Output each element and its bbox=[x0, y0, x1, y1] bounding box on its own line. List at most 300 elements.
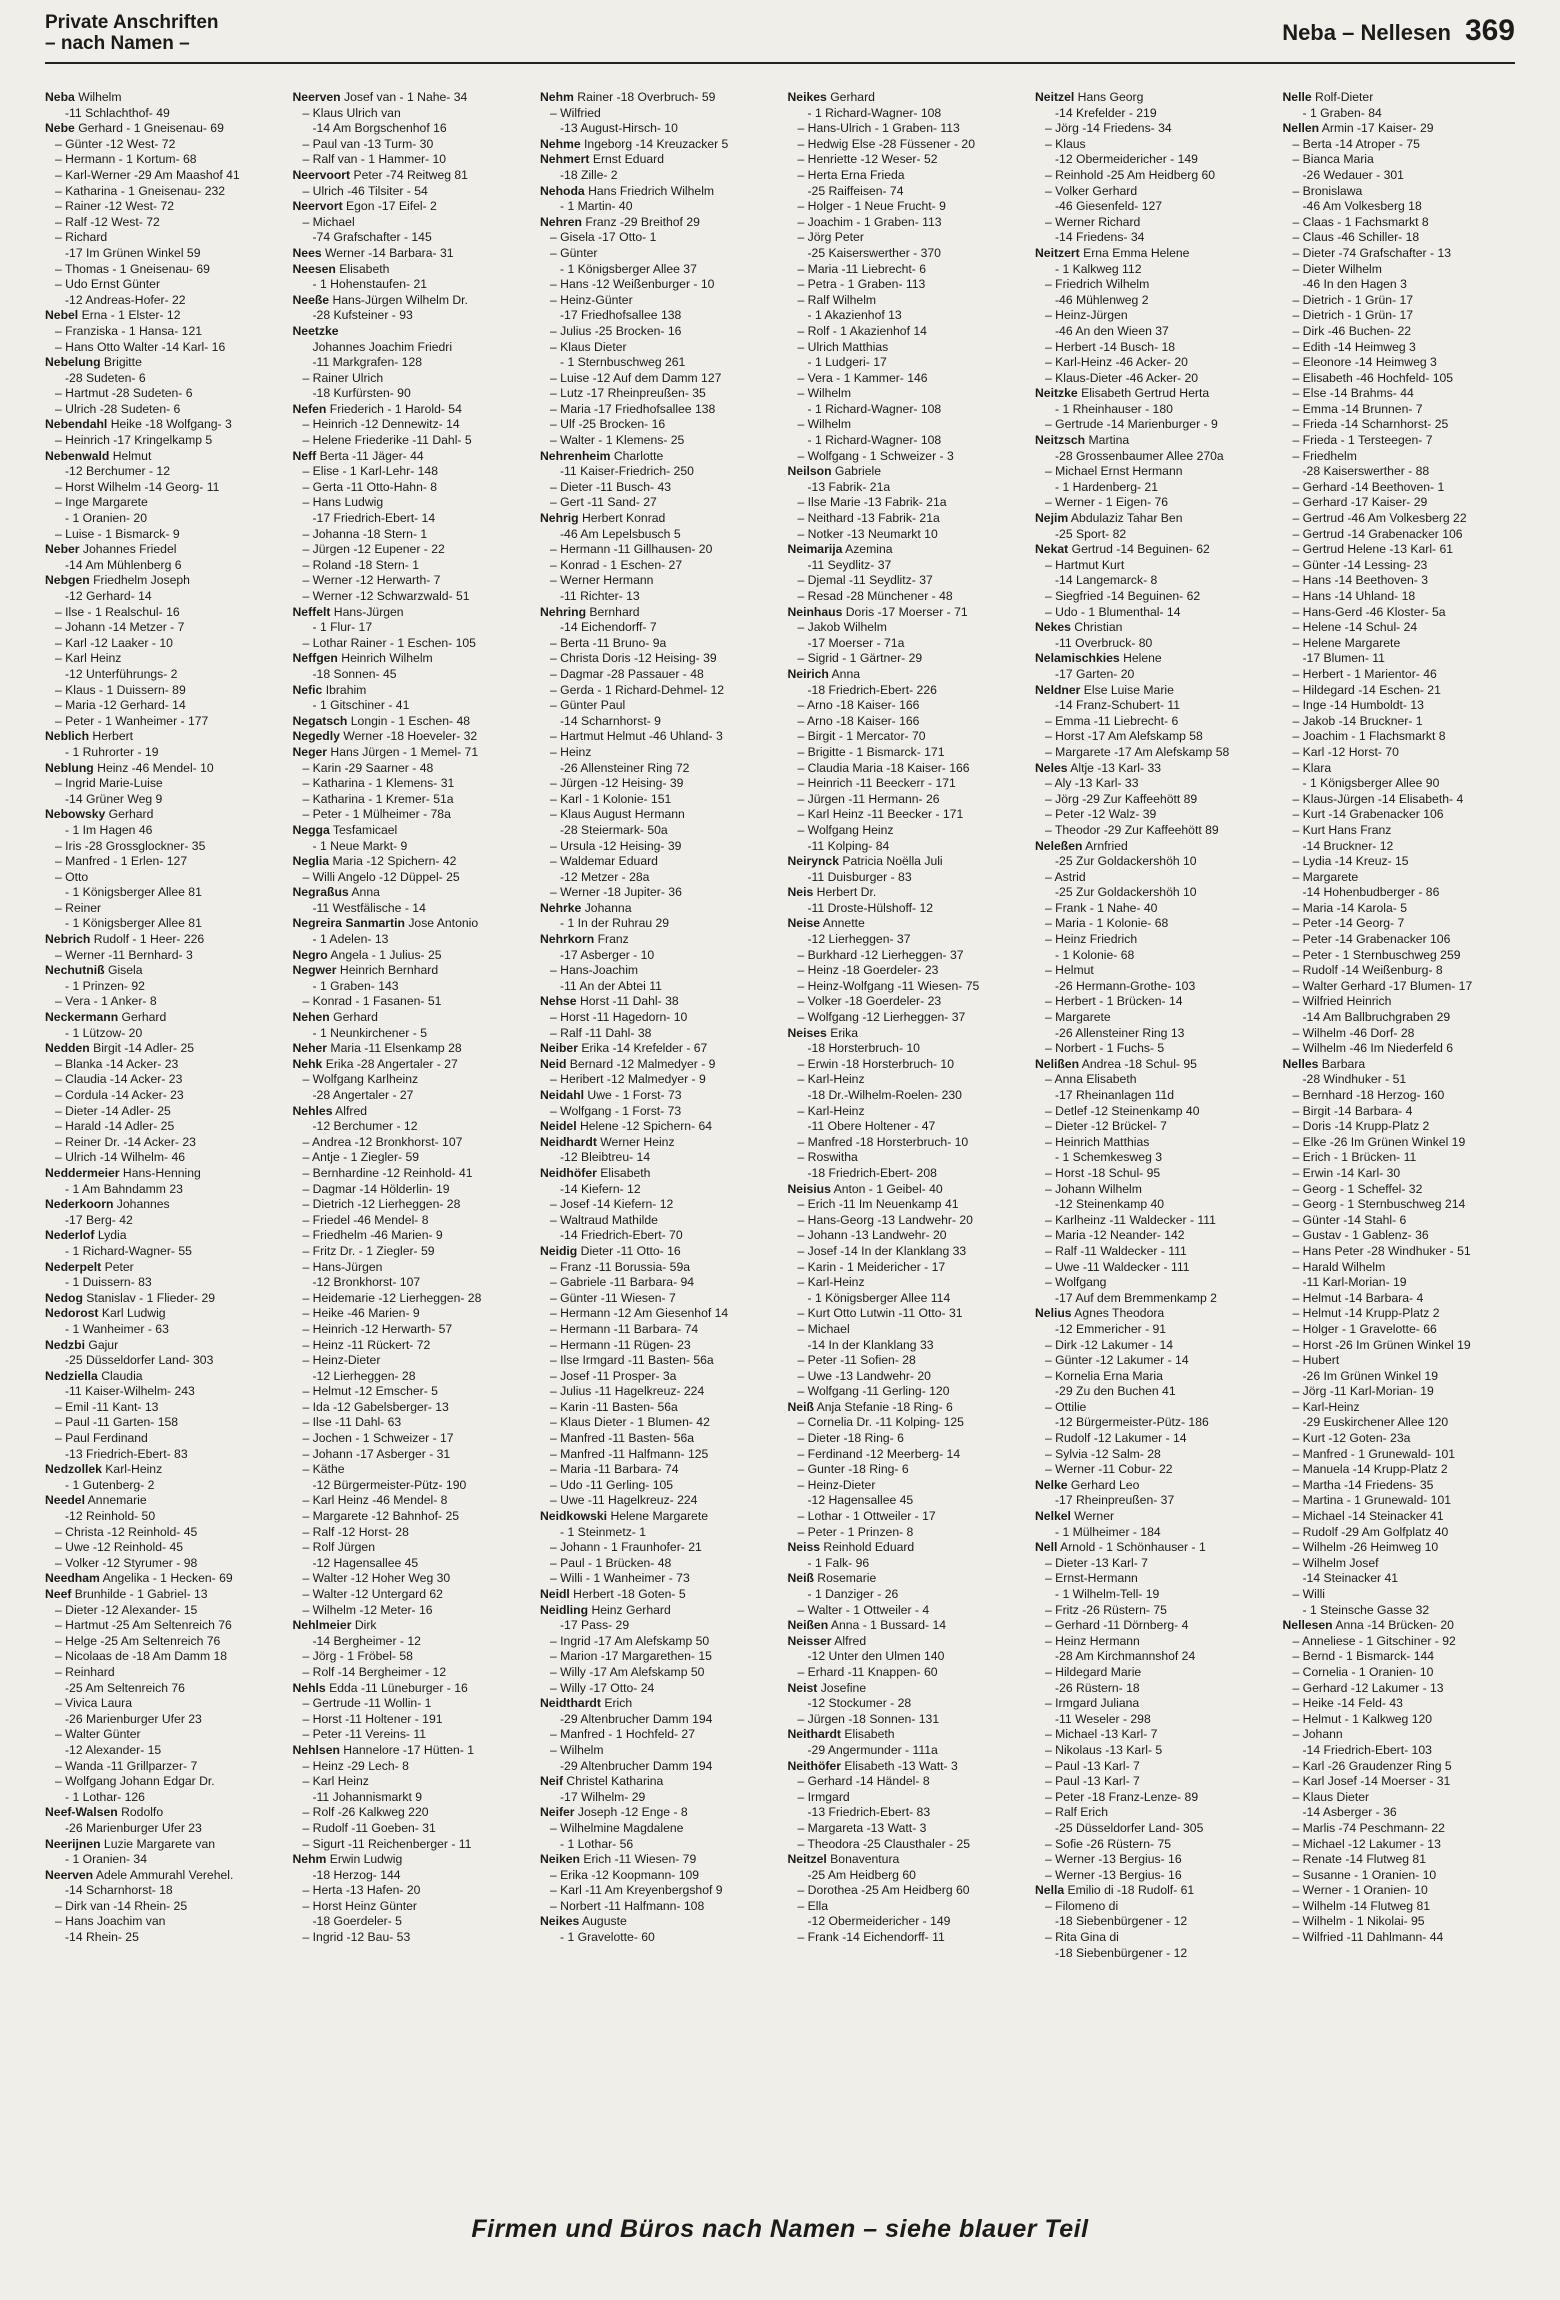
directory-entry bbox=[45, 1244, 283, 1260]
directory-entry bbox=[540, 963, 778, 979]
entry-details: Erika bbox=[826, 1025, 858, 1040]
directory-entry bbox=[1283, 527, 1521, 543]
entry-details: - 1 Gravelotte- 60 bbox=[560, 1930, 655, 1945]
directory-entry bbox=[293, 1649, 531, 1665]
entry-details: – Claas - 1 Fachsmarkt 8 bbox=[1292, 214, 1429, 229]
directory-entry bbox=[788, 1899, 1026, 1915]
entry-details: – Rolf - 1 Akazienhof 14 bbox=[797, 323, 927, 338]
page-header bbox=[45, 8, 1515, 60]
directory-entry bbox=[1035, 1104, 1273, 1120]
directory-entry bbox=[293, 137, 531, 153]
directory-entry bbox=[1035, 1696, 1273, 1712]
directory-entry bbox=[1283, 573, 1521, 589]
surname: Neblung bbox=[45, 760, 94, 775]
directory-entry bbox=[45, 1041, 283, 1057]
directory-entry bbox=[1035, 106, 1273, 122]
directory-entry bbox=[1035, 90, 1273, 106]
directory-entry bbox=[45, 605, 283, 621]
directory-entry bbox=[45, 402, 283, 418]
entry-details: -14 Franz-Schubert- 11 bbox=[1055, 698, 1181, 713]
directory-entry bbox=[1283, 495, 1521, 511]
directory-entry bbox=[788, 792, 1026, 808]
directory-entry bbox=[1283, 870, 1521, 886]
directory-entry bbox=[1035, 480, 1273, 496]
entry-details: Werner Heinz bbox=[596, 1134, 675, 1149]
entry-details: – Elisabeth -46 Hochfeld- 105 bbox=[1292, 370, 1454, 385]
entry-details: Hans-Henning bbox=[119, 1165, 201, 1180]
directory-entry bbox=[540, 1759, 778, 1775]
surname: Neis bbox=[787, 885, 814, 900]
entry-details: – Burkhard -12 Lierheggen- 37 bbox=[797, 947, 964, 962]
entry-details: – Wolfgang -12 Lierheggen- 37 bbox=[797, 1010, 966, 1025]
surname: Nehoda bbox=[540, 183, 585, 198]
directory-entry bbox=[540, 651, 778, 667]
directory-entry bbox=[540, 1244, 778, 1260]
directory-entry bbox=[293, 1088, 531, 1104]
entry-details: -12 Hagensallee 45 bbox=[807, 1493, 914, 1508]
entry-details: – Edith -14 Heimweg 3 bbox=[1292, 339, 1416, 354]
directory-entry bbox=[540, 137, 778, 153]
entry-details: – Werner Richard bbox=[1045, 214, 1141, 229]
entry-details: -14 Friedens- 34 bbox=[1055, 230, 1145, 245]
entry-details: - 1 Ruhrorter - 19 bbox=[65, 744, 159, 759]
entry-details: -14 Friedrich-Ebert- 103 bbox=[1302, 1742, 1432, 1757]
entry-details: Elisabeth bbox=[841, 1727, 895, 1742]
directory-entry bbox=[45, 1540, 283, 1556]
directory-entry bbox=[1035, 573, 1273, 589]
surname: Neinhaus bbox=[787, 604, 843, 619]
directory-entry bbox=[1035, 386, 1273, 402]
entry-details: – Michael bbox=[302, 214, 355, 229]
directory-entry bbox=[1283, 1883, 1521, 1899]
directory-entry bbox=[1035, 1540, 1273, 1556]
entry-details: – Karl Josef -14 Moerser - 31 bbox=[1292, 1774, 1451, 1789]
page-range bbox=[1282, 14, 1515, 48]
surname: Neerijnen bbox=[45, 1836, 101, 1851]
directory-entry bbox=[1283, 979, 1521, 995]
directory-entry bbox=[293, 1493, 531, 1509]
entry-details: – Doris -14 Krupp-Platz 2 bbox=[1292, 1119, 1430, 1134]
entry-details: – Jürgen -11 Hermann- 26 bbox=[797, 791, 940, 806]
entry-details: – Horst Heinz Günter bbox=[302, 1898, 417, 1913]
entry-details: – Karl -26 Graudenzer Ring 5 bbox=[1292, 1758, 1452, 1773]
entry-details: -11 Westfälische - 14 bbox=[312, 900, 426, 915]
surname: Neddermeier bbox=[45, 1165, 120, 1180]
entry-details: Gisela bbox=[104, 963, 143, 978]
directory-entry bbox=[293, 1119, 531, 1135]
directory-entry bbox=[788, 1805, 1026, 1821]
entry-details: – Ernst-Hermann bbox=[1045, 1571, 1138, 1586]
directory-entry bbox=[540, 589, 778, 605]
surname: Nehen bbox=[292, 1010, 330, 1025]
entry-details: – Günter -11 Wiesen- 7 bbox=[550, 1290, 676, 1305]
directory-entry bbox=[1035, 1415, 1273, 1431]
directory-entry bbox=[293, 620, 531, 636]
entry-details: – Gerhard -14 Beethoven- 1 bbox=[1292, 479, 1445, 494]
directory-entry bbox=[788, 324, 1026, 340]
directory-entry bbox=[1035, 1306, 1273, 1322]
entry-details: – Klaus Dieter - 1 Blumen- 42 bbox=[550, 1415, 710, 1430]
directory-entry bbox=[45, 121, 283, 137]
entry-details: – Ulf -25 Brocken- 16 bbox=[550, 417, 666, 432]
surname: Neisius bbox=[787, 1181, 831, 1196]
entry-details: -12 Berchumer - 12 bbox=[312, 1119, 418, 1134]
entry-details: – Fritz -26 Rüstern- 75 bbox=[1045, 1602, 1167, 1617]
entry-details: -12 Bürgermeister-Pütz- 190 bbox=[312, 1477, 467, 1492]
entry-details: – Norbert -11 Halfmann- 108 bbox=[550, 1898, 705, 1913]
directory-entry bbox=[293, 1883, 531, 1899]
directory-entry bbox=[1035, 1478, 1273, 1494]
directory-entry bbox=[45, 1260, 283, 1276]
entry-details: Horst -11 Dahl- 38 bbox=[576, 994, 679, 1009]
entry-details: -26 Marienburger Ufer 23 bbox=[65, 1820, 202, 1835]
entry-details: – Walter Günter bbox=[55, 1727, 141, 1742]
entry-details: – Notker -13 Neumarkt 10 bbox=[797, 526, 938, 541]
entry-details: – Gertrude -11 Wollin- 1 bbox=[302, 1696, 432, 1711]
directory-entry bbox=[45, 1603, 283, 1619]
directory-entry bbox=[1283, 1790, 1521, 1806]
entry-details: Stanislav - 1 Flieder- 29 bbox=[82, 1290, 216, 1305]
entry-details: – Bernd - 1 Bismarck- 144 bbox=[1292, 1649, 1435, 1664]
directory-entry bbox=[45, 1774, 283, 1790]
directory-entry bbox=[540, 1057, 778, 1073]
entry-details: – Fritz Dr. - 1 Ziegler- 59 bbox=[302, 1243, 435, 1258]
directory-entry bbox=[540, 1322, 778, 1338]
directory-entry bbox=[1283, 1275, 1521, 1291]
directory-entry bbox=[1035, 1088, 1273, 1104]
entry-details: – Dieter -74 Grafschafter - 13 bbox=[1292, 245, 1452, 260]
directory-entry bbox=[540, 667, 778, 683]
surname: Neidel bbox=[540, 1119, 577, 1134]
entry-details: – Peter -18 Franz-Lenze- 89 bbox=[1045, 1789, 1199, 1804]
entry-details: – Michael -14 Steinacker 41 bbox=[1292, 1509, 1444, 1524]
entry-details: -11 Duisburger - 83 bbox=[807, 869, 912, 884]
surname: Nees bbox=[292, 245, 322, 260]
directory-entry bbox=[1283, 1306, 1521, 1322]
directory-entry bbox=[1035, 1587, 1273, 1603]
directory-entry bbox=[45, 308, 283, 324]
entry-details: Heinz Gerhard bbox=[588, 1602, 671, 1617]
directory-entry bbox=[1283, 308, 1521, 324]
directory-entry bbox=[540, 1603, 778, 1619]
entry-details: – Werner -13 Bergius- 16 bbox=[1045, 1852, 1182, 1867]
directory-entry bbox=[293, 1712, 531, 1728]
directory-entry bbox=[540, 1618, 778, 1634]
directory-entry bbox=[45, 1026, 283, 1042]
entry-details: – Else -14 Brahms- 44 bbox=[1292, 386, 1414, 401]
directory-entry bbox=[1035, 1119, 1273, 1135]
directory-entry bbox=[293, 1166, 531, 1182]
directory-entry bbox=[293, 573, 531, 589]
entry-details: Franz -29 Breithof 29 bbox=[582, 214, 700, 229]
directory-entry bbox=[540, 1649, 778, 1665]
surname: Neisser bbox=[787, 1633, 832, 1648]
directory-entry bbox=[788, 1057, 1026, 1073]
directory-entry bbox=[540, 948, 778, 964]
directory-entry bbox=[1035, 823, 1273, 839]
entry-details: Herbert bbox=[89, 729, 134, 744]
surname: Neif bbox=[540, 1774, 564, 1789]
entry-details: -17 Wilhelm- 29 bbox=[560, 1789, 646, 1804]
directory-entry bbox=[788, 854, 1026, 870]
directory-entry bbox=[540, 1228, 778, 1244]
directory-entry bbox=[1283, 168, 1521, 184]
entry-details: - 1 Wilhelm-Tell- 19 bbox=[1055, 1587, 1160, 1601]
entry-details: Heike -18 Wolfgang- 3 bbox=[107, 417, 232, 432]
directory-entry bbox=[293, 90, 531, 106]
entry-details: – Johann -14 Metzer - 7 bbox=[55, 620, 185, 635]
directory-entry bbox=[293, 636, 531, 652]
entry-details: – Irmgard bbox=[797, 1789, 850, 1804]
directory-entry bbox=[45, 340, 283, 356]
entry-details: -25 Düsseldorfer Land- 303 bbox=[65, 1353, 214, 1368]
directory-entry bbox=[1283, 417, 1521, 433]
directory-entry bbox=[293, 1010, 531, 1026]
entry-details: – Julius -11 Hagelkreuz- 224 bbox=[550, 1384, 705, 1399]
directory-entry bbox=[45, 761, 283, 777]
directory-entry bbox=[540, 1182, 778, 1198]
entry-details: – Hans-Gerd -46 Kloster- 5a bbox=[1292, 604, 1446, 619]
directory-entry bbox=[540, 262, 778, 278]
entry-details: – Werner -12 Herwarth- 7 bbox=[302, 573, 441, 588]
directory-entry bbox=[45, 184, 283, 200]
surname: Nebe bbox=[45, 121, 75, 136]
entry-details: – Paul Ferdinand bbox=[55, 1431, 148, 1446]
entry-details: – Peter - 1 Sternbuschweg 259 bbox=[1292, 947, 1461, 962]
directory-entry bbox=[45, 1525, 283, 1541]
directory-entry bbox=[788, 1041, 1026, 1057]
entry-details: Rodolfo bbox=[117, 1805, 164, 1820]
directory-entry bbox=[788, 90, 1026, 106]
directory-entry bbox=[540, 230, 778, 246]
surname: Nehrkorn bbox=[540, 932, 595, 947]
surname: Neidl bbox=[540, 1587, 570, 1601]
entry-details: - 1 Rheinhauser - 180 bbox=[1055, 401, 1173, 416]
surname: Negreira Sanmartin bbox=[292, 916, 405, 931]
entry-details: Rosemarie bbox=[813, 1571, 877, 1586]
directory-entry bbox=[788, 1182, 1026, 1198]
entry-details: Tesfamicael bbox=[329, 822, 398, 837]
surname: Neidig bbox=[540, 1243, 578, 1258]
entry-details: Gerhard bbox=[105, 807, 154, 822]
directory-entry bbox=[293, 340, 531, 356]
surname: Neidahl bbox=[540, 1088, 585, 1102]
directory-entry bbox=[1035, 761, 1273, 777]
entry-details: – Dirk -46 Buchen- 22 bbox=[1292, 323, 1412, 338]
directory-entry bbox=[45, 1712, 283, 1728]
entry-details: – Heinz -29 Lech- 8 bbox=[302, 1758, 409, 1773]
entry-details: - 1 Akazienhof 13 bbox=[807, 308, 902, 323]
surname: Nehls bbox=[292, 1680, 326, 1695]
entry-details: – Manfred -11 Basten- 56a bbox=[550, 1431, 695, 1446]
entry-details: Erich bbox=[600, 1696, 633, 1711]
entry-details: -14 Kiefern- 12 bbox=[560, 1181, 641, 1196]
directory-entry bbox=[1035, 1166, 1273, 1182]
directory-entry bbox=[1283, 558, 1521, 574]
directory-entry bbox=[1283, 605, 1521, 621]
entry-details: Helmut bbox=[109, 448, 152, 463]
entry-details: Gerhard bbox=[329, 1010, 378, 1025]
entry-details: -17 Friedrich-Ebert- 14 bbox=[312, 511, 436, 526]
entry-details: – Hermann - 1 Kortum- 68 bbox=[55, 152, 197, 167]
directory-entry bbox=[540, 464, 778, 480]
entry-details: – Ilse -11 Dahl- 63 bbox=[302, 1415, 402, 1430]
directory-entry bbox=[45, 1447, 283, 1463]
directory-entry bbox=[788, 1727, 1026, 1743]
directory-entry bbox=[788, 1026, 1026, 1042]
surname: Nehrenheim bbox=[540, 448, 611, 463]
directory-entry bbox=[1283, 729, 1521, 745]
entry-details: -29 Angermunder - 111a bbox=[807, 1742, 938, 1757]
entry-details: Bonaventura bbox=[826, 1852, 900, 1867]
entry-details: – Rainer Ulrich bbox=[302, 370, 384, 385]
surname: Nebenwald bbox=[45, 448, 110, 463]
entry-details: -28 Am Kirchmannshof 24 bbox=[1055, 1649, 1196, 1664]
entry-details: – Udo Ernst Günter bbox=[55, 277, 160, 292]
directory-entry bbox=[1035, 1369, 1273, 1385]
surname: Neef-Walsen bbox=[45, 1805, 118, 1820]
directory-entry bbox=[788, 402, 1026, 418]
surname: Neises bbox=[787, 1025, 827, 1040]
directory-entry bbox=[788, 1244, 1026, 1260]
entry-details: -14 Langemarck- 8 bbox=[1055, 573, 1158, 588]
entry-details: – Uwe -13 Landwehr- 20 bbox=[797, 1368, 931, 1383]
entry-details: – Reinhard bbox=[55, 1664, 115, 1679]
entry-details: – Petra - 1 Graben- 113 bbox=[797, 277, 926, 292]
entry-details: – Ingrid -12 Bau- 53 bbox=[302, 1930, 411, 1945]
entry-details: -11 Kaiser-Friedrich- 250 bbox=[560, 464, 694, 479]
entry-details: – Elise - 1 Karl-Lehr- 148 bbox=[302, 464, 438, 479]
entry-details: -17 Rheinpreußen- 37 bbox=[1055, 1493, 1175, 1508]
directory-entry bbox=[293, 1244, 531, 1260]
directory-entry bbox=[788, 1493, 1026, 1509]
directory-column-4 bbox=[788, 90, 1026, 2190]
surname: Nedden bbox=[45, 1041, 90, 1056]
directory-entry bbox=[540, 1587, 778, 1603]
entry-details: Hans Jürgen - 1 Memel- 71 bbox=[327, 744, 479, 759]
entry-details: -18 Herzog- 144 bbox=[312, 1867, 401, 1882]
surname: Neervort bbox=[292, 199, 343, 214]
entry-details: – Wilhelm bbox=[797, 417, 851, 432]
directory-entry bbox=[540, 792, 778, 808]
directory-entry bbox=[540, 511, 778, 527]
surname: Neleßen bbox=[1035, 838, 1083, 853]
surname: Nedorost bbox=[45, 1306, 99, 1321]
surname: Neetzke bbox=[292, 323, 339, 338]
directory-entry bbox=[45, 1571, 283, 1587]
directory-entry bbox=[788, 589, 1026, 605]
entry-details: - 1 Steinmetz- 1 bbox=[560, 1524, 647, 1539]
directory-entry bbox=[1035, 1010, 1273, 1026]
directory-entry bbox=[540, 683, 778, 699]
directory-entry bbox=[293, 199, 531, 215]
entry-details: Johannes Joachim Friedri bbox=[312, 339, 453, 354]
directory-entry bbox=[45, 1150, 283, 1166]
entry-details: - 1 Sternbuschweg 261 bbox=[560, 355, 686, 370]
entry-details: – Wolfgang -11 Gerling- 120 bbox=[797, 1384, 950, 1399]
entry-details: Elisabeth bbox=[335, 261, 390, 276]
directory-entry bbox=[1035, 605, 1273, 621]
directory-entry bbox=[1283, 1010, 1521, 1026]
directory-entry bbox=[1283, 1540, 1521, 1556]
surname: Neldner bbox=[1035, 682, 1081, 697]
directory-entry bbox=[1035, 1447, 1273, 1463]
entry-details: Helene -12 Spichern- 64 bbox=[576, 1119, 713, 1134]
directory-entry bbox=[1035, 1431, 1273, 1447]
directory-entry bbox=[540, 1774, 778, 1790]
directory-entry bbox=[788, 215, 1026, 231]
entry-details: – Cornelia Dr. -11 Kolping- 125 bbox=[797, 1415, 964, 1430]
directory-entry bbox=[45, 449, 283, 465]
entry-details: -18 Dr.-Wilhelm-Roelen- 230 bbox=[807, 1088, 962, 1102]
surname: Nederpelt bbox=[45, 1259, 102, 1274]
directory-entry bbox=[45, 839, 283, 855]
directory-entry bbox=[293, 1634, 531, 1650]
entry-details: – Erwin -14 Karl- 30 bbox=[1292, 1165, 1401, 1180]
entry-details: – Arno -18 Kaiser- 166 bbox=[797, 713, 920, 728]
entry-details: -17 Berg- 42 bbox=[65, 1212, 133, 1227]
entry-details: – Manfred -11 Halfmann- 125 bbox=[550, 1446, 709, 1461]
surname: Neiber bbox=[540, 1041, 578, 1056]
directory-entry bbox=[1035, 1260, 1273, 1276]
entry-details: – Jakob -14 Bruckner- 1 bbox=[1292, 713, 1423, 728]
directory-entry bbox=[293, 1759, 531, 1775]
entry-details: – Hans -14 Uhland- 18 bbox=[1292, 589, 1416, 603]
directory-entry bbox=[293, 1135, 531, 1151]
directory-entry bbox=[45, 371, 283, 387]
entry-details: Barbara bbox=[1318, 1056, 1366, 1071]
entry-details: – Ralf van - 1 Hammer- 10 bbox=[302, 152, 447, 167]
entry-details: – Claus -46 Schiller- 18 bbox=[1292, 230, 1420, 245]
directory-entry bbox=[788, 1743, 1026, 1759]
entry-details: – Karlheinz -11 Waldecker - 111 bbox=[1045, 1212, 1216, 1227]
surname: Nelkel bbox=[1035, 1509, 1071, 1524]
entry-details: - 1 Kalkweg 112 bbox=[1055, 261, 1142, 276]
surname: Neitzsch bbox=[1035, 433, 1086, 448]
directory-entry bbox=[540, 1727, 778, 1743]
directory-entry bbox=[45, 823, 283, 839]
directory-entry bbox=[293, 1260, 531, 1276]
entry-details: – Gerhard -11 Dörnberg- 4 bbox=[1045, 1618, 1189, 1633]
entry-details: Rudolf - 1 Heer- 226 bbox=[90, 932, 205, 947]
directory-entry bbox=[1035, 589, 1273, 605]
entry-details: – Peter -11 Sofien- 28 bbox=[797, 1353, 916, 1368]
entry-details: – Ottilie bbox=[1045, 1399, 1087, 1414]
entry-details: - 1 Duissern- 83 bbox=[65, 1275, 152, 1290]
directory-entry bbox=[788, 1197, 1026, 1213]
directory-entry bbox=[293, 1072, 531, 1088]
entry-details: – Johann bbox=[1292, 1727, 1343, 1742]
entry-details: – Ulrich -46 Tilsiter - 54 bbox=[302, 183, 428, 198]
directory-entry bbox=[1035, 729, 1273, 745]
directory-entry bbox=[1283, 807, 1521, 823]
entry-details: Altje -13 Karl- 33 bbox=[1067, 760, 1162, 775]
directory-entry bbox=[45, 1509, 283, 1525]
directory-entry bbox=[788, 1135, 1026, 1151]
entry-details: – Rolf Jürgen bbox=[302, 1540, 375, 1555]
directory-entry bbox=[1035, 1571, 1273, 1587]
entry-details: – Wolfgang - 1 Forst- 73 bbox=[550, 1103, 682, 1118]
entry-details: – Wilhelm Josef bbox=[1292, 1555, 1379, 1570]
entry-details: -26 Rüstern- 18 bbox=[1055, 1680, 1140, 1695]
directory-entry bbox=[788, 230, 1026, 246]
directory-entry bbox=[293, 605, 531, 621]
directory-entry bbox=[788, 807, 1026, 823]
directory-entry bbox=[45, 698, 283, 714]
entry-details: – Karin - 1 Meidericher - 17 bbox=[797, 1259, 946, 1274]
entry-details: – Sigurt -11 Reichenberger - 11 bbox=[302, 1836, 472, 1851]
directory-entry bbox=[540, 1540, 778, 1556]
